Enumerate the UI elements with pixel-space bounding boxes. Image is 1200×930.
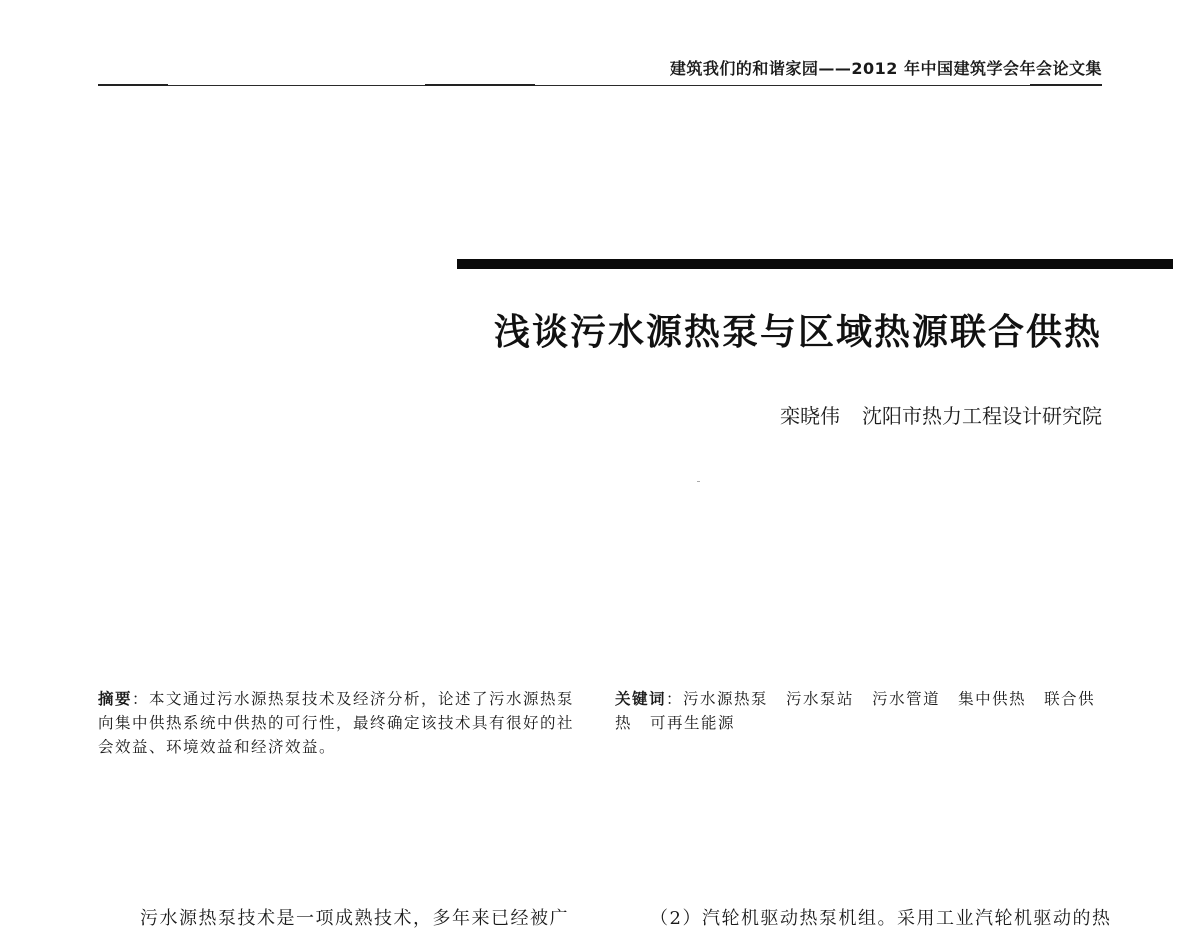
scan-speck	[697, 481, 700, 482]
keywords	[615, 687, 1105, 735]
body-text-right: （2）汽轮机驱动热泵机组。采用工业汽轮机驱动的热	[650, 908, 1112, 929]
author-name: 栾晓伟	[780, 404, 840, 428]
abstract-separator: ：	[132, 690, 150, 708]
header-rule-segment	[1030, 84, 1102, 86]
abstract	[98, 687, 588, 759]
running-header: 建筑我们的和谐家园——2012 年中国建筑学会年会论文集	[669, 59, 1102, 78]
author-affiliation: 沈阳市热力工程设计研究院	[862, 404, 1102, 428]
keyword: 污水泵站	[786, 690, 855, 708]
title-bar	[457, 259, 1173, 269]
keyword: 可再生能源	[650, 714, 736, 732]
author-line	[780, 400, 1102, 429]
keyword: 集中供热	[958, 690, 1027, 708]
keyword: 联合供热	[615, 690, 1096, 732]
keyword: 污水管道	[872, 690, 941, 708]
abstract-text: 本文通过污水源热泵技术及经济分析，论述了污水源热泵向集中供热系统中供热的可行性，最终确定该技术具有很好的社会效益、环境效益和经济效益。	[98, 690, 575, 756]
header-rule-segment	[98, 84, 168, 86]
body-text-left: 污水源热泵技术是一项成熟技术，多年来已经被广	[140, 908, 569, 929]
keywords-label: 关键词	[615, 689, 667, 708]
keyword: 污水源热泵	[683, 690, 769, 708]
header-rule-segment	[425, 84, 535, 86]
keywords-separator: ：	[666, 690, 684, 708]
paper-title: 浅谈污水源热泵与区域热源联合供热	[493, 312, 1102, 353]
abstract-label: 摘要	[98, 689, 133, 708]
header-rule	[98, 85, 1102, 86]
